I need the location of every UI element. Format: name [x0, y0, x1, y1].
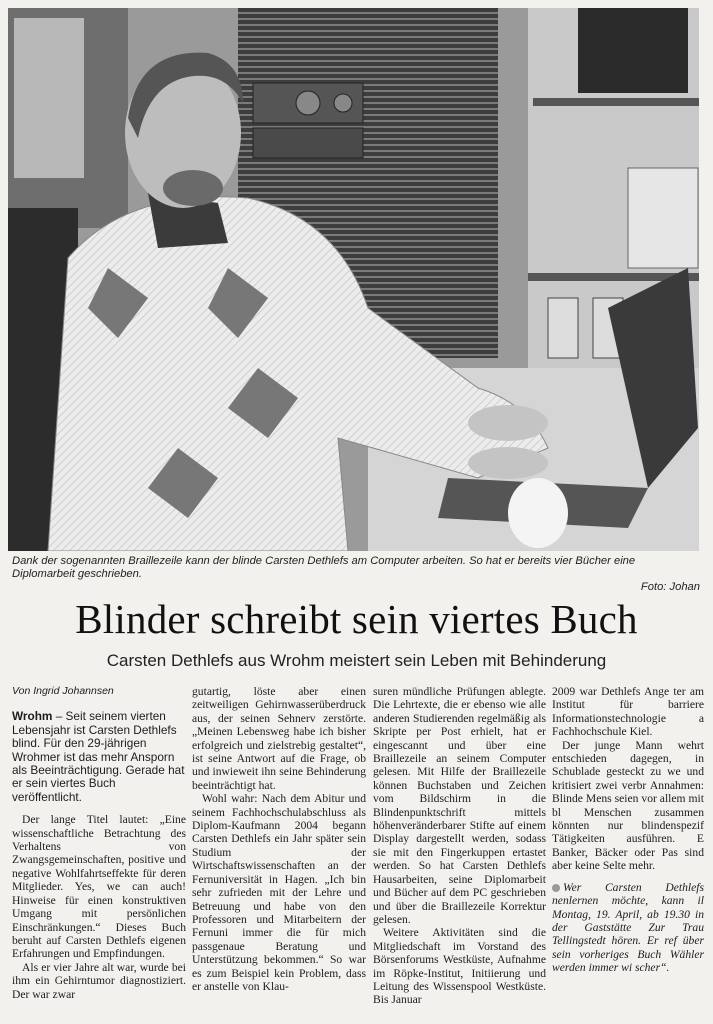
photo-credit: Foto: Johan: [640, 581, 700, 593]
dateline: Wrohm: [12, 709, 53, 724]
info-text: Wer Carsten Dethlefs nenlernen möchte, kann il Montag, 19. April, ab 19.30 in der Gaststätte Zur Trau Tellingstedt hören. Er ref über sein vorheriges Buch Wähler werden immer wi scher“.: [552, 880, 704, 975]
info-box: [552, 881, 704, 975]
lead-text: – Seit seinem vierten Lebensjahr ist Carsten Dethlefs blind. Für den 29-jährigen Wrohmer ist das mehr Ansporn als Beeinträchtigung. Gerade hat er sein viertes Buch veröffentlicht.: [12, 709, 185, 804]
paragraph: Der lange Titel lautet: „Eine wissenschaftliche Betrachtung des Verhaltens von Zwangsgemeinschaften, positive und negative Wohlfahrtseffekte für deren Mitglieder. Yes, we can auch! Hinweise für einen konstruktiven Umgang mit persönlichen Einschränkungen.“ Dieses Buch beruht auf Carsten Dethlefs eigenen Erfahrungen und Empfindungen.: [12, 813, 186, 961]
headline: Blinder schreibt sein viertes Buch: [75, 596, 638, 642]
paragraph: Weitere Aktivitäten sind die Mitgliedschaft im Vorstand des Börsenforums Westküste, Aufnahme im Röpke-Institut, Initiierung und Leitung des Wissenspool Westküste. Bis Januar: [373, 926, 546, 1007]
bullet-icon: [552, 884, 560, 892]
subheadline: Carsten Dethlefs aus Wrohm meistert sein Leben mit Behinderung: [106, 651, 607, 670]
paragraph: Wohl wahr: Nach dem Abitur und seinem Fachhochschulabschluss als Diplom-Kaufmann 2004 begann Carsten Dethlefs ein Jahr später sein Studium der Wirtschaftswissenschaften an der Fernuniversität in Hagen. „Ich bin sehr zufrieden mit der Lehre und Betreuung und habe von den Professoren und Mitarbeitern der Fernuni immer die für mich passgenaue Beratung und Unterstützung bekommen.“ So war es zum Beispiel kein Problem, dass er anstelle von Klau-: [192, 792, 366, 993]
caption-text: Dank der sogenannten Braillezeile kann der blinde Carsten Dethlefs am Computer arbeiten. So hat er bereits vier Bücher eine Diplomarbeit geschrieben.: [12, 555, 636, 580]
paragraph: Als er vier Jahre alt war, wurde bei ihm ein Gehirntumor diagnostiziert. Der war zwar: [12, 960, 186, 1001]
article-column-2: [192, 685, 366, 993]
article-column-3: [373, 685, 546, 1007]
paragraph: Der junge Mann wehrt entschieden dagegen, in Schublade gesteckt zu we und kritisiert zwei verbr Annahmen: Blinde Mens seien vor allem mit bl Menschen zusammen könnten nur blindenspezif Tätigkeiten ausführen. E Banker, Bäcker oder Pas sind aber keine Selte mehr.: [552, 738, 704, 873]
article-column-4: [552, 685, 704, 975]
byline: Von Ingrid Johannsen: [12, 685, 114, 697]
article-photo: [8, 8, 699, 551]
article-column-1: [12, 685, 186, 1001]
paragraph: 2009 war Dethlefs Ange ter am Institut für barriere Informationstechnologie a Fachhochschule Kiel.: [552, 685, 704, 739]
paragraph: suren mündliche Prüfungen ablegte. Die Lehrtexte, die er ebenso wie alle anderen Studierenden regelmäßig als Skripte per Post erhielt, hat er eingescannt und über eine Braillezeile an seinem Computer gelesen. Mit Hilfe der Braillezeile können Buchstaben und Zeichen vom Bildschirm in die Blindenpunktschrift mittels höhenveränderbarer Stifte auf einem Display dargestellt werden, sodass sie mit den Fingerkuppen ertastet werden. So hat Carsten Dethlefs Hausarbeiten, seine Diplomarbeit und Bücher auf dem PC geschrieben und über die Braillezeile Korrektur gelesen.: [373, 685, 546, 926]
paragraph: gutartig, löste aber einen zeitweiligen Gehirnwasserüberdruck aus, der seinen Sehnerv zerstörte. „Meinen Lebensweg habe ich bisher erfolgreich und zielstrebig gestaltet“, ist seine Antwort auf die Frage, ob und inwieweit ihn seine Behinderung beeinträchtigt hat.: [192, 685, 366, 792]
photo-illustration: [8, 8, 699, 551]
photo-caption: [12, 555, 700, 594]
lead-paragraph: [12, 710, 186, 804]
